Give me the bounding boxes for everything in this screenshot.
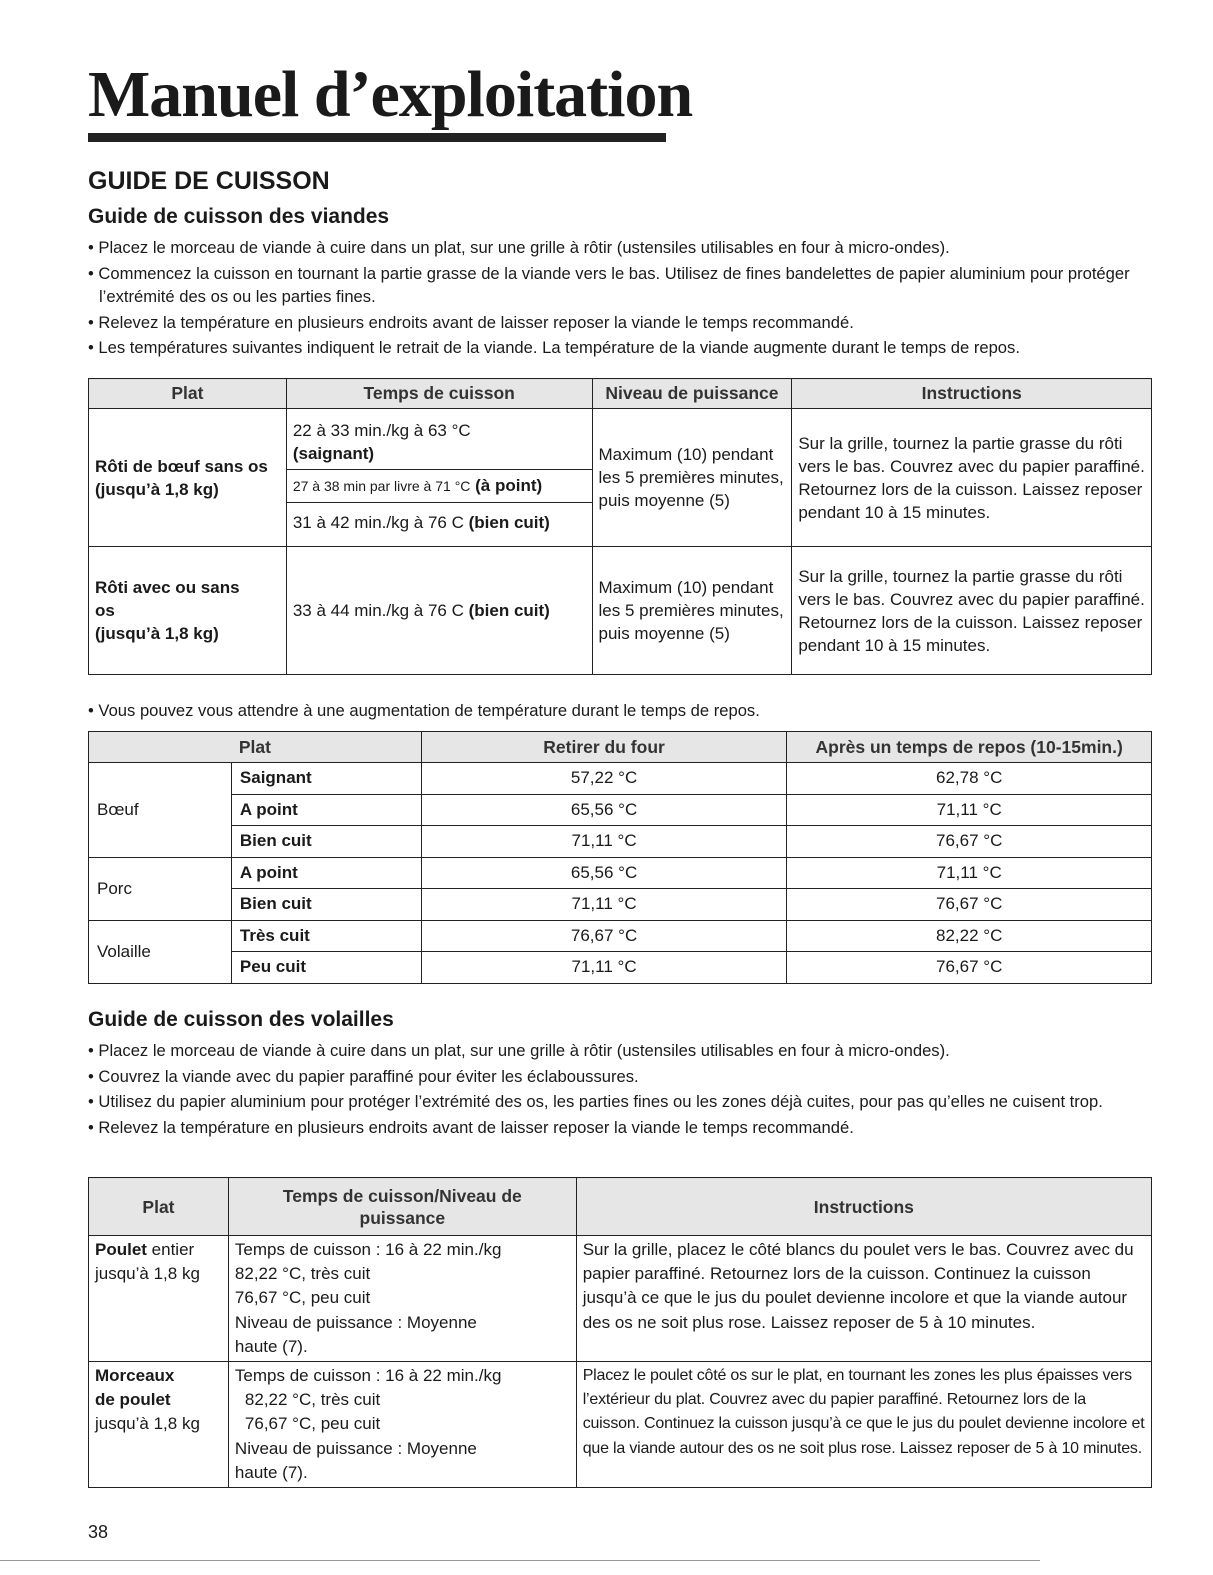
time-power-cell: Temps de cuisson : 16 à 22 min./kg 82,22 °C, très cuit 76,67 °C, peu cuit Niveau de puissance : Moyenne haute (7). <box>228 1236 576 1362</box>
meat-cooking-table <box>88 378 1152 675</box>
poultry-bullet: • Placez le morceau de viande à cuire dans un plat, sur une grille à rôtir (ustensiles utilisables en four à micro-ondes). <box>88 1039 1158 1063</box>
header-temps: Temps de cuisson <box>286 379 592 409</box>
poultry-bullet: • Utilisez du papier aluminium pour protéger l’extrémité des os, les parties fines ou les zones déjà cuites, pour pas qu’elles ne cuisent trop. <box>88 1090 1158 1114</box>
bottom-divider <box>0 1560 1040 1561</box>
header-niveau: Niveau de puissance <box>592 379 792 409</box>
rest-temp-cell: 71,11 °C <box>787 857 1152 889</box>
meat-bullet: • Commencez la cuisson en tournant la partie grasse de la viande vers le bas. Utilisez de fines bandelettes de papier aluminium pour protéger l’extrémité des os ou les parties fines. <box>88 262 1158 309</box>
remove-temp-cell: 65,56 °C <box>421 794 787 826</box>
rest-temp-cell: 76,67 °C <box>787 952 1152 984</box>
header-plat: Plat <box>89 379 287 409</box>
dish-cell: Rôti avec ou sans os (jusqu’à 1,8 kg) <box>89 547 287 675</box>
table-row <box>89 920 1152 952</box>
power-cell: Maximum (10) pendant les 5 premières minutes, puis moyenne (5) <box>592 547 792 675</box>
page-title: Manuel d’exploitation <box>88 58 693 131</box>
group-cell: Porc <box>89 857 232 920</box>
header-plat: Plat <box>89 1178 229 1236</box>
section-heading: GUIDE DE CUISSON <box>88 167 330 195</box>
rest-note <box>88 699 1158 725</box>
header-instructions: Instructions <box>792 379 1152 409</box>
meat-bullet: • Les températures suivantes indiquent le retrait de la viande. La température de la viande augmente durant le temps de repos. <box>88 336 1158 360</box>
doneness-cell: Très cuit <box>231 920 421 952</box>
doneness-cell: A point <box>231 857 421 889</box>
table-row <box>89 794 1152 826</box>
poultry-heading: Guide de cuisson des volailles <box>88 1008 394 1031</box>
poultry-bullet: • Relevez la température en plusieurs endroits avant de laisser reposer la viande le temps recommandé. <box>88 1116 1158 1140</box>
rest-temp-cell: 76,67 °C <box>787 889 1152 921</box>
power-cell: Maximum (10) pendant les 5 premières minutes, puis moyenne (5) <box>592 409 792 547</box>
table-row <box>89 547 1152 675</box>
remove-temp-cell: 65,56 °C <box>421 857 787 889</box>
remove-temp-cell: 71,11 °C <box>421 889 787 921</box>
table-row <box>89 857 1152 889</box>
remove-temp-cell: 57,22 °C <box>421 763 787 795</box>
doneness-cell: A point <box>231 794 421 826</box>
note-bullet: • Vous pouvez vous attendre à une augmentation de température durant le temps de repos. <box>88 699 1158 723</box>
table-row <box>89 763 1152 795</box>
header-plat: Plat <box>89 732 422 763</box>
header-retirer: Retirer du four <box>421 732 787 763</box>
poultry-bullet: • Couvrez la viande avec du papier paraffiné pour éviter les éclaboussures. <box>88 1065 1158 1089</box>
meat-heading: Guide de cuisson des viandes <box>88 205 390 228</box>
instructions-cell: Sur la grille, tournez la partie grasse du rôti vers le bas. Couvrez avec du papier paraffiné. Retournez lors de la cuisson. Laissez reposer pendant 10 à 15 minutes. <box>792 547 1152 675</box>
remove-temp-cell: 76,67 °C <box>421 920 787 952</box>
instructions-cell: Sur la grille, placez le côté blancs du poulet vers le bas. Couvrez avec du papier paraffiné. Retournez lors de la cuisson. Continuez la cuisson jusqu’à ce que le jus du poulet devienne incolore et que la viande autour des os ne soit plus rose. Laissez reposer de 5 à 10 minutes. <box>576 1236 1151 1362</box>
meat-bullet: • Relevez la température en plusieurs endroits avant de laisser reposer la viande le temps recommandé. <box>88 311 1158 335</box>
dish-cell: Morceaux de poulet jusqu’à 1,8 kg <box>89 1362 229 1488</box>
dish-cell: Poulet entier jusqu’à 1,8 kg <box>89 1236 229 1362</box>
dish-cell: Rôti de bœuf sans os (jusqu’à 1,8 kg) <box>89 409 287 547</box>
group-cell: Bœuf <box>89 763 232 858</box>
instructions-cell: Placez le poulet côté os sur le plat, en tournant les zones les plus épaisses vers l’extérieur du plat. Couvrez avec du papier paraffiné. Retournez lors de la cuisson. Continuez la cuisson jusqu’à ce que le jus du poulet devienne incolore et que la viande autour des os ne soit plus rose. Laissez reposer de 5 à 10 minutes. <box>576 1362 1151 1488</box>
doneness-cell: Bien cuit <box>231 826 421 858</box>
remove-temp-cell: 71,11 °C <box>421 952 787 984</box>
table-row <box>89 409 1152 547</box>
rest-temp-cell: 62,78 °C <box>787 763 1152 795</box>
header-instructions: Instructions <box>576 1178 1151 1236</box>
doneness-cell: Saignant <box>231 763 421 795</box>
meat-bullet: • Placez le morceau de viande à cuire dans un plat, sur une grille à rôtir (ustensiles utilisables en four à micro-ondes). <box>88 236 1158 260</box>
rest-temp-cell: 76,67 °C <box>787 826 1152 858</box>
table-row <box>89 889 1152 921</box>
table-row <box>89 826 1152 858</box>
table-row <box>89 952 1152 984</box>
temperature-table <box>88 731 1152 984</box>
table-row <box>89 1362 1152 1488</box>
header-temps-niveau: Temps de cuisson/Niveau de puissance <box>228 1178 576 1236</box>
time-power-cell: Temps de cuisson : 16 à 22 min./kg 82,22 °C, très cuit 76,67 °C, peu cuit Niveau de puissance : Moyenne haute (7). <box>228 1362 576 1488</box>
rest-temp-cell: 82,22 °C <box>787 920 1152 952</box>
time-cell: 33 à 44 min./kg à 76 C (bien cuit) <box>286 547 592 675</box>
remove-temp-cell: 71,11 °C <box>421 826 787 858</box>
group-cell: Volaille <box>89 920 232 983</box>
page-number: 38 <box>88 1522 109 1542</box>
title-underline <box>88 133 666 142</box>
rest-temp-cell: 71,11 °C <box>787 794 1152 826</box>
instructions-cell: Sur la grille, tournez la partie grasse du rôti vers le bas. Couvrez avec du papier paraffiné. Retournez lors de la cuisson. Laissez reposer pendant 10 à 15 minutes. <box>792 409 1152 547</box>
doneness-cell: Peu cuit <box>231 952 421 984</box>
meat-bullets <box>88 236 1158 362</box>
header-apres: Après un temps de repos (10-15min.) <box>787 732 1152 763</box>
time-cell: 22 à 33 min./kg à 63 °C (saignant) 27 à 38 min par livre à 71 °C (à point) 31 à 42 min./kg à 76 C (bien cuit) <box>286 409 592 547</box>
poultry-cooking-table <box>88 1177 1152 1488</box>
table-row <box>89 1236 1152 1362</box>
poultry-bullets <box>88 1039 1158 1141</box>
doneness-cell: Bien cuit <box>231 889 421 921</box>
